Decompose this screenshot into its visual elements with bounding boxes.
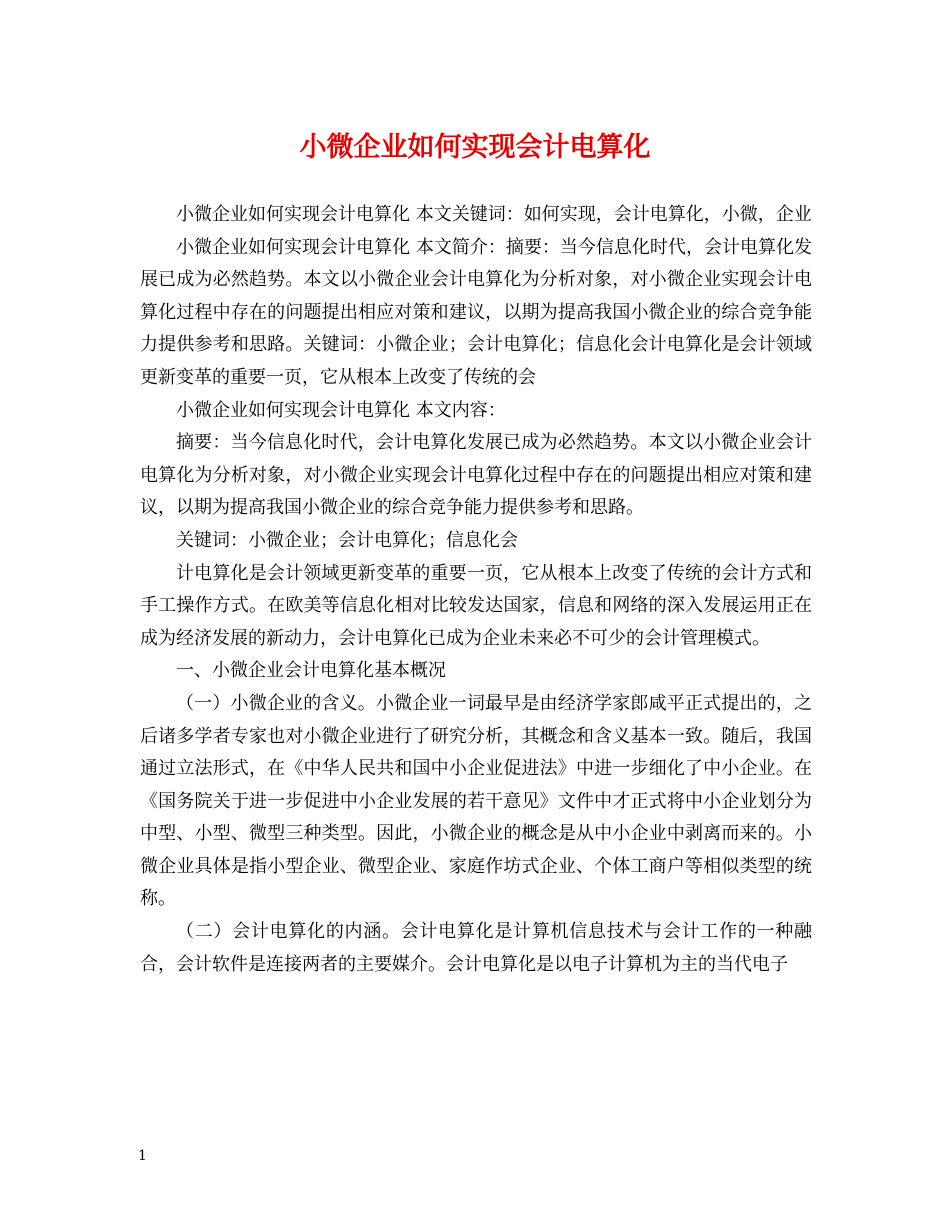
paragraph-keywords-intro: 小微企业如何实现会计电算化 本文关键词：如何实现，会计电算化，小微，企业: [176, 204, 812, 225]
paragraph-definition-computerization: （二）会计电算化的内涵。会计电算化是计算机信息技术与会计工作的一种融合，会计软件是连接两者的主要媒介。会计电算化是以电子计算机为主的当代电子: [140, 921, 812, 975]
section-heading-overview: 一、小微企业会计电算化基本概况: [176, 660, 446, 682]
paragraph-definition-small-micro: （一）小微企业的含义。小微企业一词最早是由经济学家郎咸平正式提出的，之后诸多学者专家也对小微企业进行了研究分析，其概念和含义基本一致。随后，我国通过立法形式，在《中华人民共和国中小企业促进法》中进一步细化了中小企业。在《国务院关于进一步促进中小企业发展的若干意见》文件中才正式将中小企业划分为中型、小型、微型三种类型。因此，小微企业的概念是从中小企业中剥离而来的。小微企业具体是指小型企业、微型企业、家庭作坊式企业、个体工商户等相似类型的统称。: [140, 692, 812, 910]
page-number: 1: [138, 1148, 147, 1164]
paragraph-abstract: 摘要：当今信息化时代，会计电算化发展已成为必然趋势。本文以小微企业会计电算化为分析对象，对小微企业实现会计电算化过程中存在的问题提出相应对策和建议，以期为提高我国小微企业的综合竞争能力提供参考和思路。: [140, 432, 812, 519]
paragraph-summary-intro: 小微企业如何实现会计电算化 本文简介：摘要：当今信息化时代，会计电算化发展已成为必然趋势。本文以小微企业会计电算化为分析对象，对小微企业实现会计电算化过程中存在的问题提出相应对策和建议，以期为提高我国小微企业的综合竞争能力提供参考和思路。关键词：小微企业；会计电算化；信息化会计电算化是会计领域更新变革的重要一页，它从根本上改变了传统的会: [140, 236, 812, 388]
paragraph-content-heading: 小微企业如何实现会计电算化 本文内容：: [176, 399, 506, 421]
document-title: 小微企业如何实现会计电算化: [299, 132, 651, 163]
paragraph-keywords: 关键词：小微企业；会计电算化；信息化会: [176, 529, 518, 551]
document-body: [140, 199, 812, 981]
paragraph-introduction: 计电算化是会计领域更新变革的重要一页，它从根本上改变了传统的会计方式和手工操作方式。在欧美等信息化相对比较发达国家，信息和网络的深入发展运用正在成为经济发展的新动力，会计电算化已成为企业未来必不可少的会计管理模式。: [140, 562, 812, 649]
